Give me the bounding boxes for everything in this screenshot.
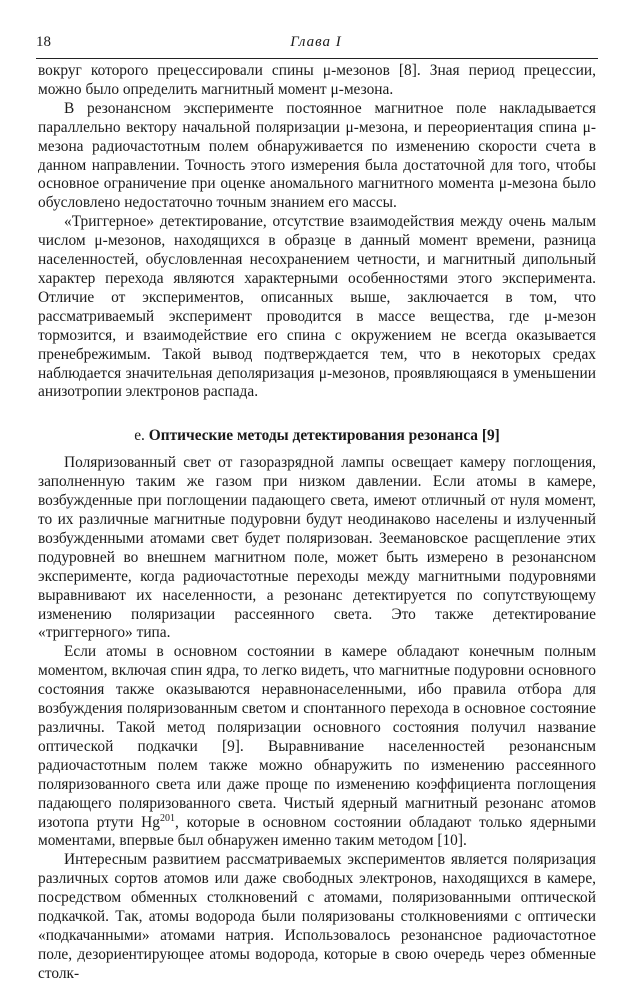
header-rule: [36, 58, 598, 59]
paragraph: [38, 643, 596, 851]
paragraph-text: Если атомы в основном состоянии в камере обладают конечным полным моментом, включая спин ядра, то легко видеть, что магнитные подуровни основного состояния также оказываются неравнонаселенными, ибо правила отбора для возбуждения поляризованным светом и спонтанного перехода в основное состояние различны. Такой метод поляризации основного состояния получил название оптической подкачки [9]. Выравнивание населенностей резонансным радиочастотным полем также можно обнаружить по изменению рассеянного поляризованного света или даже проще по изменению коэффициента поглощения падающего поляризованного света. Чистый ядерный магнитный резонанс атомов изотопа ртути Hg: [38, 643, 596, 831]
running-title: Глава I: [290, 34, 342, 50]
paragraph: вокруг которого прецессировали спины μ-мезонов [8]. Зная период прецессии, можно было определить магнитный момент μ-мезона.: [38, 62, 596, 98]
section-letter: е.: [134, 427, 145, 445]
page-body: [38, 62, 596, 984]
page-number: 18: [36, 34, 51, 50]
paragraph: Поляризованный свет от газоразрядной лампы освещает камеру поглощения, заполненную таким же газом при низком давлении. Если атомы в камере, возбужденные при поглощении падающего света, имеют отличный от нуля момент, то их различные магнитные подуровни будут неодинаково населены и излученный возбужденными атомами свет будет поляризован. Зеемановское расщепление этих подуровней во внешнем магнитном поле, может быть измерено в резонансном эксперименте, когда радиочастотные переходы между магнитными подуровнями выравнивают их населенности, а резонанс детектируется по сопутствующему изменению поляризации рассеянного света. Это также детектирование «триггерного» типа.: [38, 454, 596, 642]
paragraph-text: , которые в основном состоянии обладают только ядерными моментами, впервые был обнаружен именно таким методом [10].: [38, 813, 596, 850]
page-header: [36, 34, 596, 52]
paragraph: В резонансном эксперименте постоянное магнитное поле накладывается параллельно вектору начальной поляризации μ-мезона, и переориентация спина μ-мезона радиочастотным полем обнаруживается по изменению скорости счета в данном направлении. Точность этого измерения была достаточной для того, чтобы основное ограничение при оценке аномального магнитного момента μ-мезона было обусловлено недостаточно точным знанием его массы.: [38, 99, 596, 212]
section-title: Оптические методы детектирования резонанса [9]: [148, 427, 500, 445]
paragraph: «Триггерное» детектирование, отсутствие взаимодействия между очень малым числом μ-мезонов, находящихся в образце в данный момент времени, разница населенностей, обусловленная несохранением четности, и магнитный дипольный характер перехода являются характерными особенностями этого эксперимента. Отличие от экспериментов, описанных выше, заключается в том, что рассматриваемый эксперимент проводится в массе вещества, где μ-мезон тормозится, и взаимодействие его спина с окружением не всегда оказывается пренебрежимым. Такой вывод подтверждается тем, что в некоторых средах наблюдается значительная деполяризация μ-мезонов, проявляющаяся в уменьшении анизотропии электронов распада.: [38, 213, 596, 401]
isotope-superscript: 201: [159, 812, 175, 824]
paragraph: Интересным развитием рассматриваемых экспериментов является поляризация различных сортов атомов или даже свободных электронов, находящихся в камере, посредством обменных столкновений с атомами, поляризованными оптической подкачкой. Так, атомы водорода были поляризованы столкновениями с оптически «подкачанными» атомами натрия. Использовалось резонансное радиочастотное поле, дезориентирующее атомы водорода, которые в свою очередь через обменные столк-: [38, 851, 596, 982]
section-heading: [38, 426, 596, 445]
